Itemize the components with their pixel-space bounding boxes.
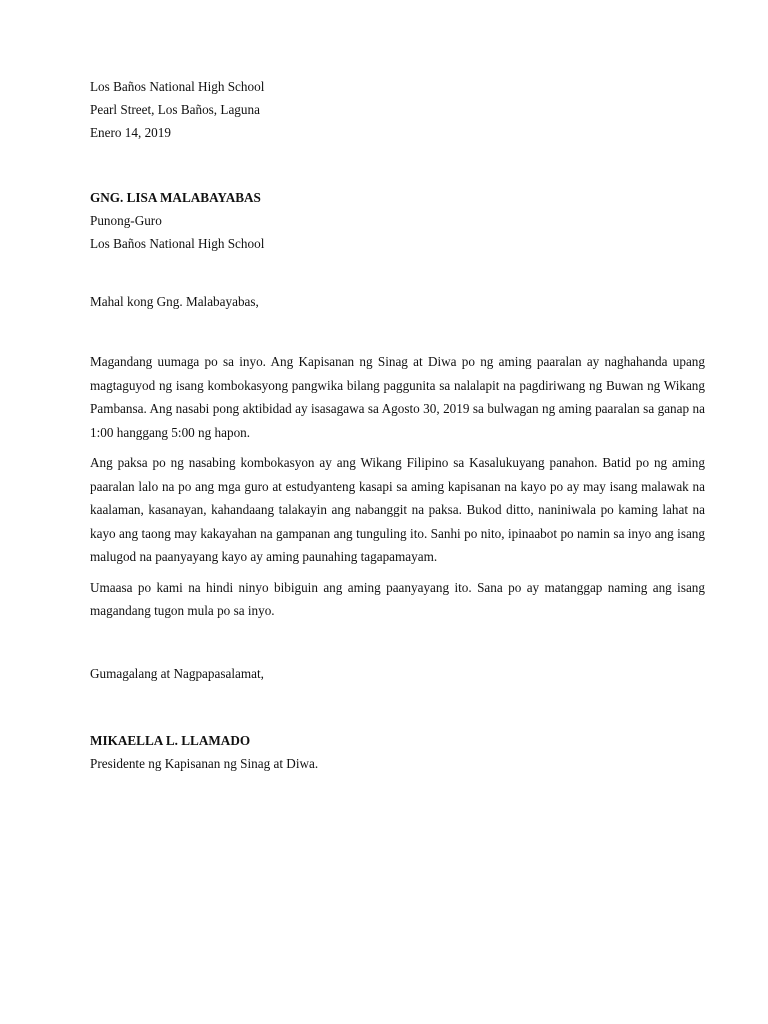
closing: Gumagalang at Nagpapasalamat,: [90, 665, 264, 681]
body-paragraph-1: Magandang uumaga po sa inyo. Ang Kapisanan ng Sinag at Diwa po ng aming paaralan ay naghahanda upang magtaguyod ng isang kombokasyong pangwika bilang paggunita sa nalalapit na pagdiriwang ng Buwan ng Wikang Pambansa. Ang nasabi pong aktibidad ay isasagawa sa Agosto 30, 2019 sa bulwagan ng aming paaralan sa ganap na 1:00 hanggang 5:00 ng hapon.: [90, 354, 705, 440]
signature-block: [90, 729, 705, 775]
letter-date: Enero 14, 2019: [90, 125, 171, 140]
signatory-name: MIKAELLA L. LLAMADO: [90, 732, 251, 748]
body-paragraph-3: Umaasa po kami na hindi ninyo bibiguin ang aming paanyayang ito. Sana po ay matanggap naming ang isang magandang tugon mula po sa inyo.: [90, 579, 705, 618]
sender-block: [90, 75, 705, 144]
sender-school: Los Baños National High School: [90, 79, 265, 94]
recipient-school: Los Baños National High School: [90, 236, 265, 251]
letter-body: [90, 350, 705, 623]
signatory-title: Presidente ng Kapisanan ng Sinag at Diwa.: [90, 755, 319, 771]
recipient-name: GNG. LISA MALABAYABAS: [90, 190, 261, 205]
recipient-position: Punong-Guro: [90, 213, 162, 228]
sender-address: Pearl Street, Los Baños, Laguna: [90, 102, 260, 117]
letter: [90, 75, 705, 775]
closing-block: [90, 662, 705, 685]
body-paragraph-2: Ang paksa po ng nasabing kombokasyon ay ang Wikang Filipino sa Kasalukuyang panahon. Batid po ng aming paaralan lalo na po ang mga guro at estudyanteng kasapi sa aming kapisanan na kayo po ay may isang malawak na kaalaman, kasanayan, kahandaang talakayin ang nabanggit na paksa. Bukod ditto, naniniwala po kaming lahat na kayo ang taong may kakayahan na gampanan ang tunguling ito. Sanhi po nito, ipinaabot po namin sa inyo ang isang malugod na paanyayang kayo ay aming paunahing tagapamayam.: [90, 455, 705, 564]
recipient-block: [90, 186, 705, 255]
salutation-block: [90, 290, 705, 313]
salutation: Mahal kong Gng. Malabayabas,: [90, 294, 259, 309]
